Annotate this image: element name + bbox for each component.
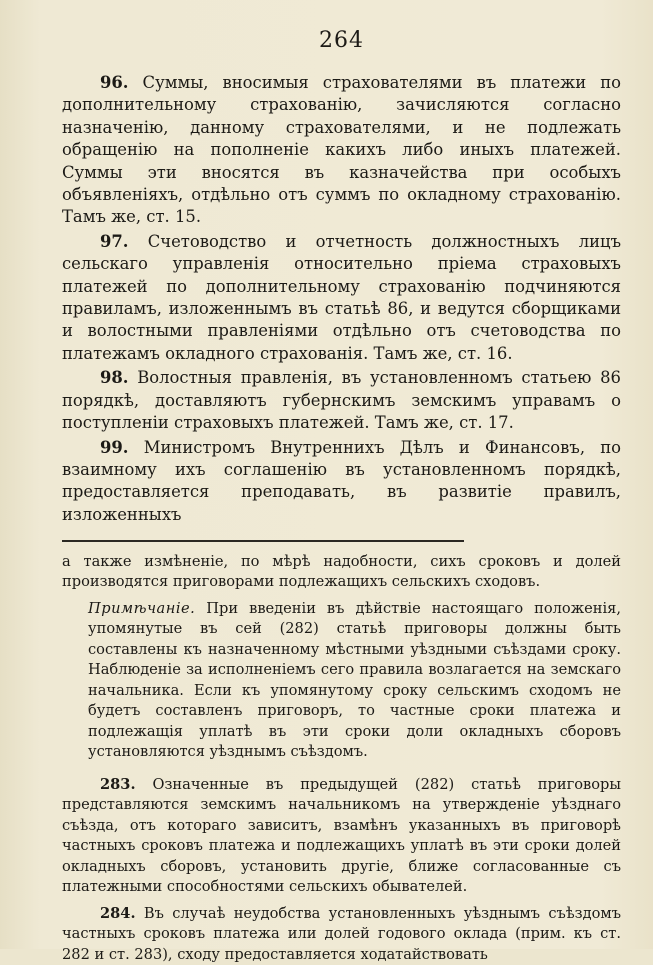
article-98 [62, 367, 621, 434]
article-96 [62, 72, 621, 229]
article-number: 99. [100, 437, 129, 457]
article-number: 98. [100, 368, 129, 388]
footnote-article-number: 284. [100, 904, 136, 922]
footnote-remark [62, 599, 621, 763]
remark-text: При введеніи въ дѣйствіе настоящаго положенія, упомянутые въ сей (282) статьѣ приговоры должны быть составлены къ назначенному мѣстными уѣздными съѣздами сроку. Наблюденіе за исполненіемъ сего правила возлагается на земскаго начальника. Если къ упомянутому сроку сельскимъ сходомъ не будетъ составленъ приговоръ, то частные сроки платежа и подлежащія уплатѣ въ эти сроки доли окладныхъ сборовъ установляются уѣзднымъ съѣздомъ. [88, 599, 621, 761]
article-text: Суммы, вносимыя страхователями въ платежи по дополнительному страхованію, зачисляются согласно назначенію, данному страхователями, и не подлежать обращенію на пополненіе какихъ либо иныхъ платежей. Суммы эти вносятся въ казначейства при особыхъ объявленіяхъ, отдѣльно отъ суммъ по окладному страхованію. Тамъ же, ст. 15. [62, 73, 621, 227]
footnote-article-number: 283. [100, 775, 136, 793]
footnote-article-284 [62, 904, 621, 965]
footnote-continuation: а также измѣненіе, по мѣрѣ надобности, сихъ сроковъ и долей производятся приговорами подлежащихъ сельскихъ сходовъ. [62, 552, 621, 591]
article-text: Министромъ Внутреннихъ Дѣлъ и Финансовъ, по взаимному ихъ соглашенію въ установленномъ порядкѣ, предоставляется преподавать, въ развитіе правилъ, изложенныхъ [62, 437, 621, 524]
footnote-divider [62, 540, 464, 542]
article-99 [62, 437, 621, 527]
footnote-section [62, 552, 621, 965]
article-97 [62, 231, 621, 365]
page-number: 264 [319, 28, 364, 53]
article-number: 96. [100, 73, 129, 92]
main-text [62, 72, 621, 526]
article-number: 97. [100, 231, 129, 251]
article-text: Волостныя правленія, въ установленномъ статьею 86 порядкѣ, доставляютъ губернскимъ земскимъ управамъ о поступленіи страховыхъ платежей. Тамъ же, ст. 17. [62, 368, 621, 433]
footnote-article-text: Въ случаѣ неудобства установленныхъ уѣзднымъ съѣздомъ частныхъ сроковъ платежа или долей годового оклада (прим. къ ст. 282 и ст. 283), сходу предоставляется ходатайствовать [62, 904, 622, 963]
article-text: Счетоводство и отчетность должностныхъ лицъ сельскаго управленія относительно пріема страховыхъ платежей по дополнительному страхованію подчиняются правиламъ, изложеннымъ въ статьѣ 86, и ведутся сборщиками и волостными правленіями отдѣльно отъ счетоводства по платежамъ окладного страхованія. Тамъ же, ст. 16. [62, 231, 621, 363]
footnote-article-283 [62, 775, 621, 898]
footnote-article-text: Означенные въ предыдущей (282) статьѣ приговоры представляются земскимъ начальникомъ на утвержденіе уѣзднаго съѣзда, отъ котораго зависитъ, взамѣнъ указанныхъ въ приговорѣ частныхъ сроковъ платежа и подлежащихъ уплатѣ въ эти сроки долей окладныхъ сборовъ, установить другіе, ближе согласованные съ платежными способностями сельскихъ обывателей. [62, 775, 621, 896]
remark-label: Примѣчаніе. [88, 599, 196, 617]
